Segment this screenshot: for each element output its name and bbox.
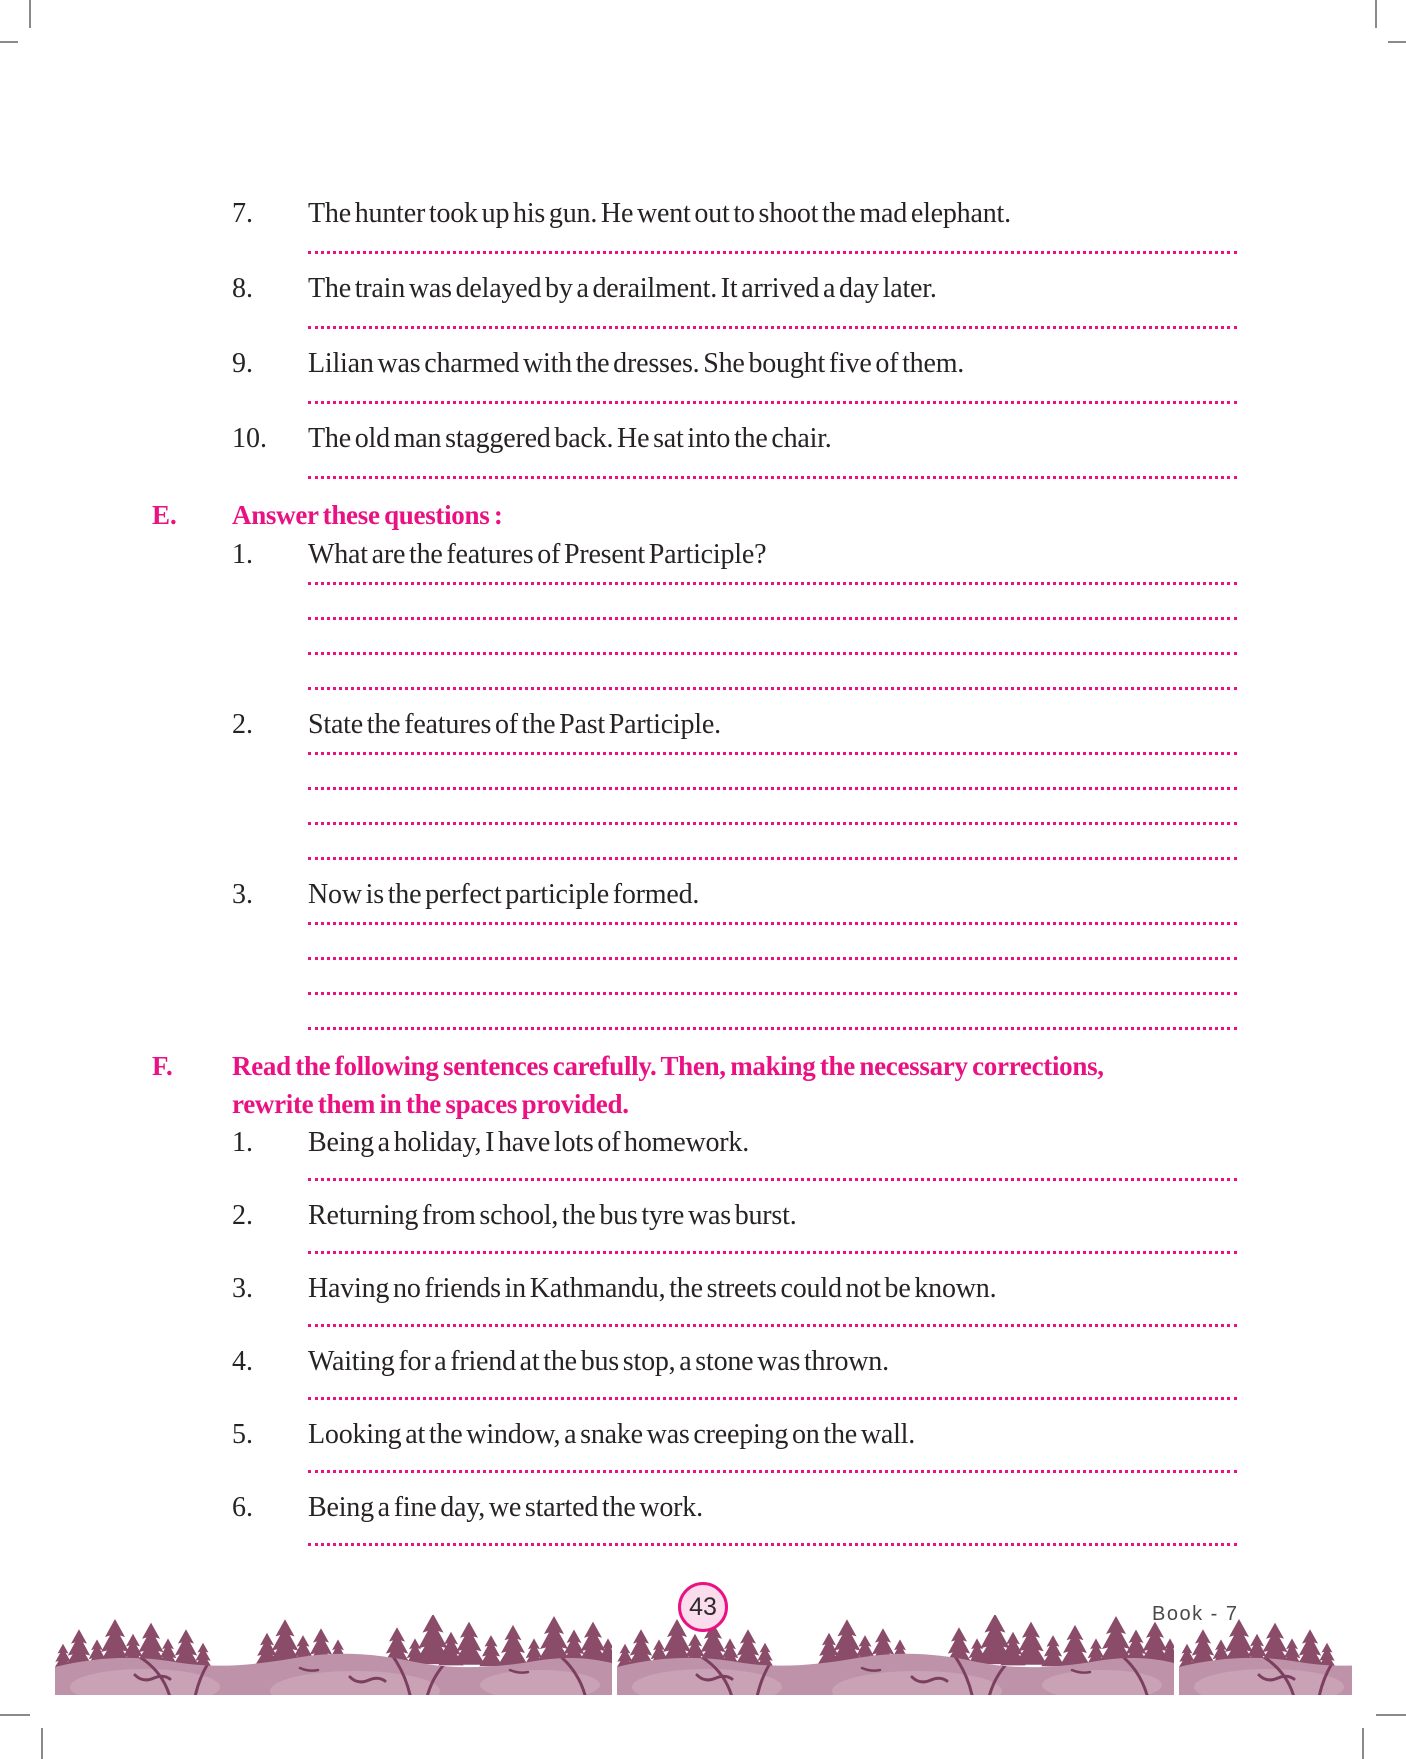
answer-line <box>308 617 1237 620</box>
crop-mark-top-left-horizontal <box>0 41 18 43</box>
sentence-number: 2. <box>232 1200 253 1231</box>
section-e-title: Answer these questions : <box>232 500 503 530</box>
answer-line <box>308 752 1237 755</box>
question-number: 1. <box>232 539 253 570</box>
page-number-badge <box>678 1582 728 1632</box>
answer-line <box>308 992 1237 995</box>
crop-mark-top-right-horizontal <box>1388 41 1406 43</box>
sentence-number: 1. <box>232 1127 253 1158</box>
crop-mark-bottom-left-vertical <box>41 1728 43 1759</box>
answer-line <box>308 582 1237 585</box>
answer-line <box>308 787 1237 790</box>
question-text: State the features of the Past Participle. <box>308 709 721 740</box>
sentence-number: 5. <box>232 1419 253 1450</box>
sentence-text: Looking at the window, a snake was creeping on the wall. <box>308 1419 916 1450</box>
crop-mark-bottom-right-horizontal <box>1376 1714 1406 1716</box>
answer-line <box>308 1397 1237 1400</box>
answer-line <box>308 1324 1237 1327</box>
question-number: 3. <box>232 879 253 910</box>
question-text: Now is the perfect participle formed. <box>308 879 700 910</box>
answer-line <box>308 922 1237 925</box>
sentence-text: Waiting for a friend at the bus stop, a stone was thrown. <box>308 1346 889 1377</box>
answer-line <box>308 1543 1237 1546</box>
section-f-title-line2: rewrite them in the spaces provided. <box>232 1089 629 1119</box>
answer-line <box>308 401 1237 404</box>
sentence-number: 3. <box>232 1273 253 1304</box>
forest-tile <box>1179 1615 1352 1695</box>
answer-line <box>308 1178 1237 1181</box>
answer-line <box>308 251 1237 254</box>
book-label: Book - 7 <box>1152 1603 1239 1625</box>
answer-line <box>308 822 1237 825</box>
answer-line <box>308 857 1237 860</box>
crop-mark-top-left-vertical <box>29 0 31 28</box>
crop-mark-top-right-vertical <box>1375 0 1377 28</box>
answer-line <box>308 476 1237 479</box>
answer-line <box>308 1470 1237 1473</box>
forest-tile <box>55 1615 612 1695</box>
sentence-number: 6. <box>232 1492 253 1523</box>
sentence-text: Being a holiday, I have lots of homework. <box>308 1127 749 1158</box>
crop-mark-bottom-left-horizontal <box>0 1714 30 1716</box>
answer-line <box>308 1027 1237 1030</box>
item-number: 9. <box>232 348 253 379</box>
sentence-text: Being a fine day, we started the work. <box>308 1492 703 1523</box>
item-text: Lilian was charmed with the dresses. She bought five of them. <box>308 348 965 379</box>
item-number: 8. <box>232 273 253 304</box>
answer-line <box>308 1251 1237 1254</box>
answer-line <box>308 957 1237 960</box>
item-text: The train was delayed by a derailment. It arrived a day later. <box>308 273 937 304</box>
sentence-text: Having no friends in Kathmandu, the streets could not be known. <box>308 1273 997 1304</box>
item-text: The old man staggered back. He sat into the chair. <box>308 423 832 454</box>
item-number: 7. <box>232 198 253 229</box>
item-text: The hunter took up his gun. He went out to shoot the mad elephant. <box>308 198 1011 229</box>
section-f-title-line1: Read the following sentences carefully. Then, making the necessary corrections, <box>232 1051 1104 1081</box>
section-letter-e: E. <box>152 500 177 530</box>
question-number: 2. <box>232 709 253 740</box>
answer-line <box>308 687 1237 690</box>
answer-line <box>308 326 1237 329</box>
section-letter-f: F. <box>152 1051 173 1081</box>
sentence-number: 4. <box>232 1346 253 1377</box>
question-text: What are the features of Present Participle? <box>308 539 767 570</box>
item-number: 10. <box>232 423 267 454</box>
sentence-text: Returning from school, the bus tyre was burst. <box>308 1200 797 1231</box>
crop-mark-bottom-right-vertical <box>1362 1728 1364 1759</box>
page-number: 43 <box>689 1592 717 1621</box>
answer-line <box>308 652 1237 655</box>
